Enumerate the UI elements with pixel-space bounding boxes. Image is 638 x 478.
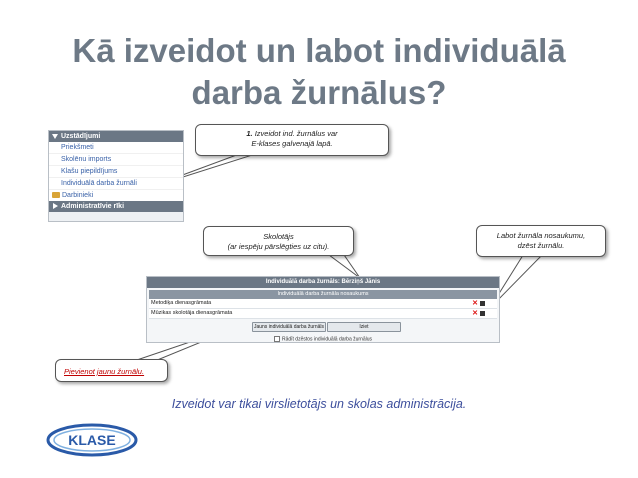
sidebar-item-individual-journals[interactable]: Individuālā darba žurnāli <box>49 178 183 190</box>
panel-header: Individuālā darba žurnāls: Bērziņš Jānis <box>147 277 499 288</box>
callout-edit-delete: Labot žurnāla nosaukumu, dzēst žurnālu. <box>476 225 606 257</box>
table-row[interactable]: Metodiķa dienasgrāmata ✕ <box>149 299 497 309</box>
sidebar-header-settings[interactable]: Uzstādījumi <box>49 131 183 142</box>
delete-icon[interactable]: ✕ <box>472 310 478 317</box>
logo-emblem-icon <box>46 418 138 462</box>
callout-add-journal: Pievienot jaunu žurnālu. <box>55 359 168 382</box>
callout-create-journals: 1. Izveidot ind. žurnālus var E-klases galvenajā lapā. <box>195 124 389 156</box>
folder-icon <box>52 192 60 198</box>
settings-sidebar <box>48 130 184 222</box>
column-header-journal-name: Individuālā darba žurnāla nosaukums <box>149 290 497 299</box>
logo-text: KLASE <box>68 432 116 448</box>
klase-logo <box>46 418 138 462</box>
new-journal-button[interactable]: Jauns individuālā darba žurnāls <box>253 324 325 330</box>
show-deleted-checkbox[interactable] <box>274 336 280 342</box>
sidebar-item-student-import[interactable]: Skolēnu imports <box>49 154 183 166</box>
journals-panel <box>146 276 500 343</box>
sidebar-item-staff[interactable]: Darbinieki <box>49 190 183 201</box>
admin-note: Izveidot var tikai virslietotājs un skolas administrācija. <box>171 397 467 411</box>
edit-icon[interactable] <box>480 311 485 316</box>
expand-arrow-icon <box>53 203 58 209</box>
delete-icon[interactable]: ✕ <box>472 300 478 307</box>
table-row[interactable]: Mūzikas skolotāja dienasgrāmata ✕ <box>149 309 497 319</box>
callout-teacher: Skolotājs (ar iespēju pārslēgties uz citu). <box>203 226 354 256</box>
exit-button[interactable]: Iziet <box>327 322 401 332</box>
title-line-1: Kā izveidot un labot individuālā <box>72 32 566 69</box>
sidebar-header-admin-tools[interactable]: Administratīvie rīki <box>49 201 183 212</box>
collapse-arrow-icon <box>52 134 58 139</box>
sidebar-item-subjects[interactable]: Priekšmeti <box>49 142 183 154</box>
sidebar-item-class-fill[interactable]: Klašu piepildījums <box>49 166 183 178</box>
edit-icon[interactable] <box>480 301 485 306</box>
title-line-2: darba žurnālus? <box>191 74 447 111</box>
show-deleted-checkbox-row[interactable]: Rādīt dzēstos individuālā darba žurnālus <box>147 336 499 342</box>
panel-buttons <box>147 322 499 336</box>
